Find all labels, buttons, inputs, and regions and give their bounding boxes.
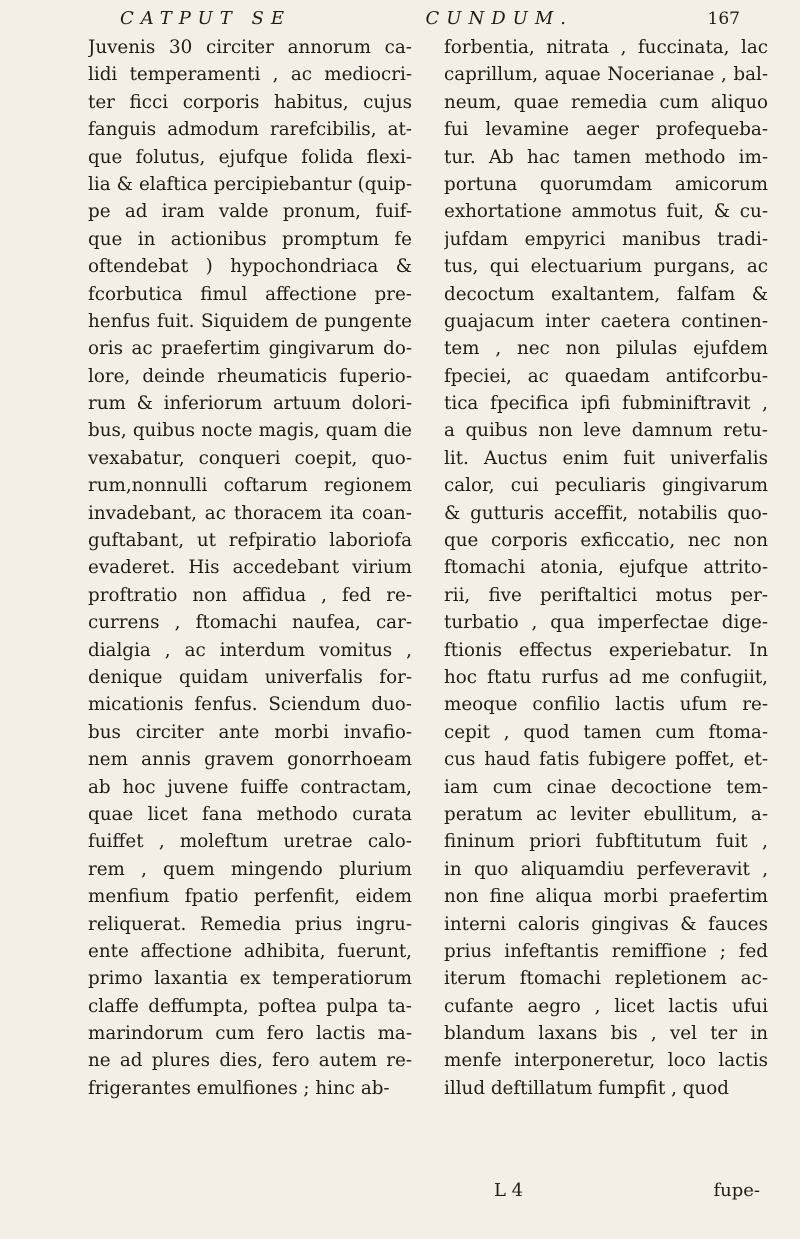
running-head-left: CATPUT SE bbox=[120, 8, 291, 29]
right-column-line: ftomachi atonia, ejufque attrito- bbox=[444, 557, 768, 579]
left-column-line: invadebant, ac thoracem ita coan- bbox=[88, 502, 412, 524]
left-column-line: rem , quem mingendo plurium bbox=[88, 858, 412, 880]
left-column-line: ne ad plures dies, fero autem re- bbox=[88, 1050, 412, 1072]
right-column-line: blandum laxans bis , vel ter in bbox=[444, 1023, 768, 1045]
left-column-line: reliquerat. Remedia prius ingru- bbox=[88, 913, 412, 935]
left-column-line: lore, deinde rheumaticis fuperio- bbox=[88, 365, 412, 387]
left-column-line: oris ac praefertim gingivarum do- bbox=[88, 338, 412, 360]
text-columns bbox=[88, 34, 768, 1102]
catchline bbox=[494, 1180, 760, 1201]
right-column-line: rii, five periftaltici motus per- bbox=[444, 584, 768, 606]
right-column-line: cufante aegro , licet lactis ufui bbox=[444, 995, 768, 1017]
left-column-line: Juvenis 30 circiter annorum ca- bbox=[88, 37, 412, 58]
left-column-line: denique quidam univerfalis for- bbox=[88, 666, 412, 688]
left-column bbox=[88, 34, 412, 1102]
right-column-line: hoc ftatu rurfus ad me confugiit, bbox=[444, 666, 768, 688]
right-column-line: tur. Ab hac tamen methodo im- bbox=[444, 146, 768, 168]
right-column-line: decoctum exaltantem, falfam & bbox=[444, 283, 768, 305]
right-column-line: forbentia, nitrata , fuccinata, lac bbox=[444, 37, 768, 58]
left-column-line: quae licet fana methodo curata bbox=[88, 803, 412, 825]
signature-mark: L 4 bbox=[494, 1180, 524, 1201]
right-column-line: portuna quorumdam amicorum bbox=[444, 173, 768, 195]
running-head-right: CUNDUM. bbox=[425, 8, 573, 29]
left-column-line: ente affectione adhibita, fuerunt, bbox=[88, 940, 412, 962]
left-column-line: oftendebat ) hypochondriaca & bbox=[88, 256, 412, 278]
right-column-line: exhortatione ammotus fuit, & cu- bbox=[444, 201, 768, 223]
right-column-line: fininum priori fubftitutum fuit , bbox=[444, 831, 768, 853]
right-column-line: turbatio , qua imperfectae dige- bbox=[444, 612, 768, 634]
right-column-line: tus, qui electuarium purgans, ac bbox=[444, 256, 768, 278]
right-column-line: & gutturis acceffit, notabilis quo- bbox=[444, 502, 768, 524]
right-column-line: que corporis exficcatio, nec non bbox=[444, 530, 768, 552]
left-column-line: fanguis admodum rarefcibilis, at- bbox=[88, 119, 412, 141]
right-column-line: illud deftillatum fumpfit , quod bbox=[444, 1077, 729, 1099]
left-column-line: nem annis gravem gonorrhoeam bbox=[88, 749, 412, 771]
left-column-line: rum,nonnulli coftarum regionem bbox=[88, 475, 412, 497]
right-column-line: fui levamine aeger profequeba- bbox=[444, 119, 768, 141]
left-column-line: ab hoc juvene fuiffe contractam, bbox=[88, 776, 412, 798]
left-column-line: que in actionibus promptum fe bbox=[88, 228, 412, 250]
right-column-line: calor, cui peculiaris gingivarum bbox=[444, 475, 768, 497]
catchword: fupe- bbox=[713, 1180, 760, 1201]
left-column-line: lidi temperamenti , ac mediocri- bbox=[88, 64, 412, 86]
left-column-line: vexabatur, conqueri coepit, quo- bbox=[88, 447, 412, 469]
left-column-line: currens , ftomachi naufea, car- bbox=[88, 612, 412, 634]
right-column-line: cepit , quod tamen cum ftoma- bbox=[444, 721, 768, 743]
right-column-line: iam cum cinae decoctione tem- bbox=[444, 776, 768, 798]
right-column-line: non fine aliqua morbi praefertim bbox=[444, 886, 768, 908]
left-column-line: pe ad iram valde pronum, fuif- bbox=[88, 201, 412, 223]
right-column-line: meoque confilio lactis ufum re- bbox=[444, 694, 768, 716]
left-column-line: rum & inferiorum artuum dolori- bbox=[88, 393, 412, 415]
left-column-line: henfus fuit. Siquidem de pungente bbox=[88, 310, 412, 332]
left-column-line: que folutus, ejufque folida flexi- bbox=[88, 146, 412, 168]
left-column-line: ter ficci corporis habitus, cujus bbox=[88, 91, 412, 113]
left-column-line: primo laxantia ex temperatiorum bbox=[88, 968, 412, 990]
left-column-line: lia & elaftica percipiebantur (quip- bbox=[88, 173, 412, 195]
page-number: 167 bbox=[707, 9, 740, 29]
left-column-line: dialgia , ac interdum vomitus , bbox=[88, 639, 412, 661]
left-column-line: evaderet. His accedebant virium bbox=[88, 557, 412, 579]
right-column-line: lit. Auctus enim fuit univerfalis bbox=[444, 447, 768, 469]
right-column-line: ftionis effectus experiebatur. In bbox=[444, 639, 768, 661]
left-column-line: fcorbutica fimul affectione pre- bbox=[88, 283, 412, 305]
right-column-line: interni caloris gingivas & fauces bbox=[444, 913, 768, 935]
left-column-line: guftabant, ut refpiratio laboriofa bbox=[88, 530, 412, 552]
right-column-line: menfe interponeretur, loco lactis bbox=[444, 1050, 768, 1072]
right-column-line: caprillum, aquae Nocerianae , bal- bbox=[444, 64, 768, 86]
right-column-line: tica fpecifica ipfi fubminiftravit , bbox=[444, 393, 768, 415]
right-column-line: iterum ftomachi repletionem ac- bbox=[444, 968, 768, 990]
right-column-line: peratum ac leviter ebullitum, a- bbox=[444, 803, 768, 825]
right-column-line: neum, quae remedia cum aliquo bbox=[444, 91, 768, 113]
left-column-line: frigerantes emulfiones ; hinc ab- bbox=[88, 1077, 390, 1099]
left-column-line: proftratio non affidua , fed re- bbox=[88, 584, 412, 606]
right-column-line: in quo aliquamdiu perfeveravit , bbox=[444, 858, 768, 880]
right-column-line: prius infeftantis remiffione ; fed bbox=[444, 940, 768, 962]
right-column bbox=[444, 34, 768, 1102]
left-column-line: claffe deffumpta, poftea pulpa ta- bbox=[88, 995, 412, 1017]
left-column-line: micationis fenfus. Sciendum duo- bbox=[88, 694, 412, 716]
right-column-line: fpeciei, ac quaedam antifcorbu- bbox=[444, 365, 768, 387]
right-column-line: guajacum inter caetera continen- bbox=[444, 310, 768, 332]
right-column-line: jufdam empyrici manibus tradi- bbox=[444, 228, 768, 250]
left-column-line: fuiffet , moleftum uretrae calo- bbox=[88, 831, 412, 853]
right-column-line: tem , nec non pilulas ejufdem bbox=[444, 338, 768, 360]
right-column-line: cus haud fatis fubigere poffet, et- bbox=[444, 749, 768, 771]
right-column-line: a quibus non leve damnum retu- bbox=[444, 420, 768, 442]
left-column-line: menfium fpatio perfenfit, eidem bbox=[88, 886, 412, 908]
left-column-line: bus circiter ante morbi invafio- bbox=[88, 721, 412, 743]
left-column-line: bus, quibus nocte magis, quam die bbox=[88, 420, 412, 442]
left-column-line: marindorum cum fero lactis ma- bbox=[88, 1023, 412, 1045]
